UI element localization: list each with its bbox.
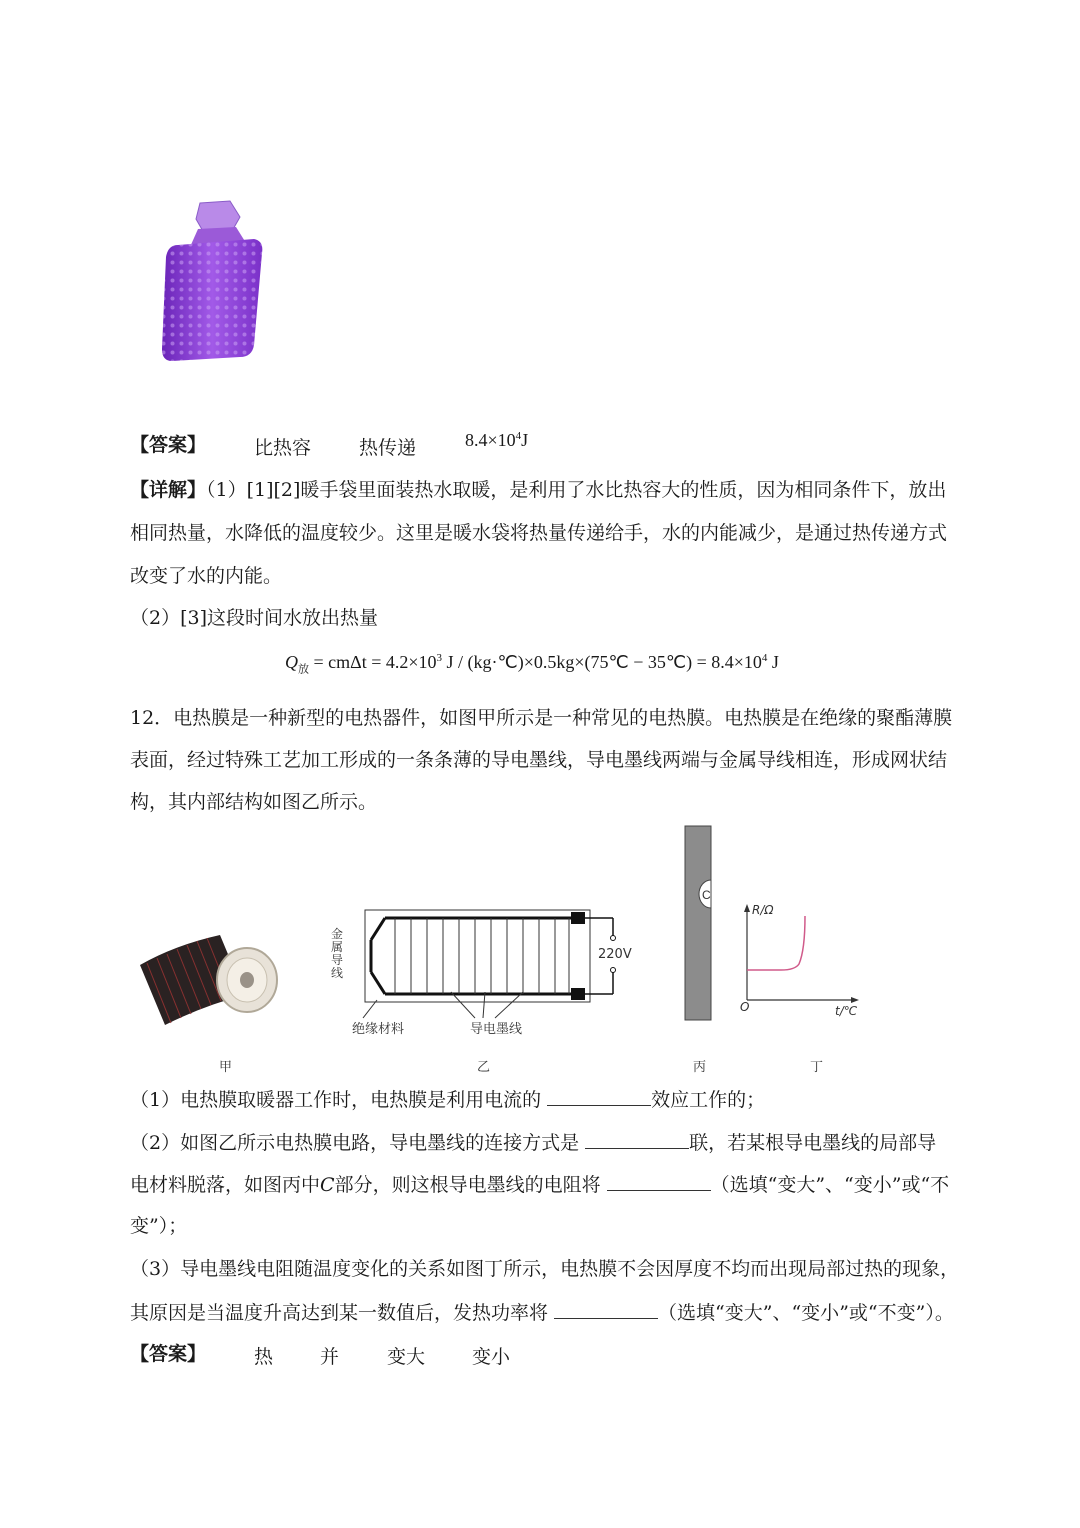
answer-2-3: 变大 (387, 1346, 426, 1368)
explanation-line-1: 【详解】（1）[1][2]暖手袋里面装热水取暖，是利用了水比热容大的性质，因为相同条件下，放出 (130, 479, 947, 501)
explanation-line-2: 相同热量，水降低的温度较少。这里是暖水袋将热量传递给手，水的内能减少，是通过热传递方式 (130, 522, 948, 544)
answer-1-2: 热传递 (359, 437, 417, 459)
explanation-line-3: 改变了水的内能。 (130, 565, 283, 587)
question-12-line-2: 表面，经过特殊工艺加工形成的一条条薄的导电墨线，导电墨线两端与金属导线相连，形成网状结 (130, 749, 948, 771)
resistance-curve (747, 916, 805, 970)
sub-question-1: （1）电热膜取暖器工作时，电热膜是利用电流的 效应工作的； (130, 1089, 766, 1111)
yi-insulation-label: 绝缘材料 (352, 1022, 405, 1037)
answer-1-3: $8.4\times 10^4J$ (465, 430, 529, 450)
blank-1 (547, 1087, 651, 1106)
figure-bing-strip (680, 824, 720, 1024)
question-12-line-3: 构，其内部结构如图乙所示。 (130, 791, 378, 813)
sub-question-3-line-1: （3）导电墨线电阻随温度变化的关系如图丁所示，电热膜不会因厚度不均而出现局部过热的现象， (130, 1258, 960, 1280)
figure-label-yi: 乙 (477, 1060, 491, 1075)
answer-label: 【答案】 (130, 434, 207, 456)
figure-label-jia: 甲 (219, 1060, 233, 1075)
sub-question-2-line-2: 电材料脱落，如图丙中C部分，则这根导电墨线的电阻将 （选填“变大”、“变小”或“不 (130, 1174, 950, 1196)
blank-4 (554, 1300, 658, 1319)
ding-x-axis-label: t/℃ (835, 1004, 858, 1018)
figure-label-bing: 丙 (693, 1060, 707, 1075)
heat-formula: $Q_放 = cm\Delta t = 4.2\times 10^3$ J / (kg·℃)×0.5kg×(75℃ − 35℃) = $8.4\times 10^4$ J (285, 652, 779, 676)
yi-metal-wire-label: 金属导线 (331, 927, 344, 980)
sub-question-2-line-1: （2）如图乙所示电热膜电路，导电墨线的连接方式是 联，若某根导电墨线的局部导 (130, 1132, 937, 1154)
yi-ink-line-label: 导电墨线 (470, 1022, 523, 1037)
sub-question-3-line-2: 其原因是当温度升高达到某一数值后，发热功率将 （选填“变大”、“变小”或“不变”）。 (130, 1302, 954, 1324)
bing-c-label: C (702, 888, 711, 902)
ding-y-axis-label: R/Ω (752, 903, 774, 917)
figure-jia-film-roll (135, 925, 285, 1035)
answer-2-1: 热 (254, 1346, 274, 1368)
yi-voltage-label: 220V (598, 947, 632, 962)
answer-2-4: 变小 (472, 1346, 511, 1368)
answer-2-2: 并 (320, 1346, 340, 1368)
ding-origin-label: O (740, 1000, 750, 1014)
sub-question-2-line-3: 变”）； (130, 1215, 188, 1237)
answer-2-label: 【答案】 (130, 1343, 207, 1365)
figure-label-ding: 丁 (810, 1060, 824, 1075)
hot-water-bottle-image (150, 195, 270, 365)
answer-1-1: 比热容 (254, 437, 312, 459)
explanation-line-4: （2）[3]这段时间水放出热量 (130, 607, 379, 629)
blank-2 (585, 1130, 689, 1149)
blank-3 (607, 1172, 711, 1191)
question-12-line-1: 12．电热膜是一种新型的电热器件，如图甲所示是一种常见的电热膜。电热膜是在绝缘的聚酯薄膜 (130, 707, 953, 729)
